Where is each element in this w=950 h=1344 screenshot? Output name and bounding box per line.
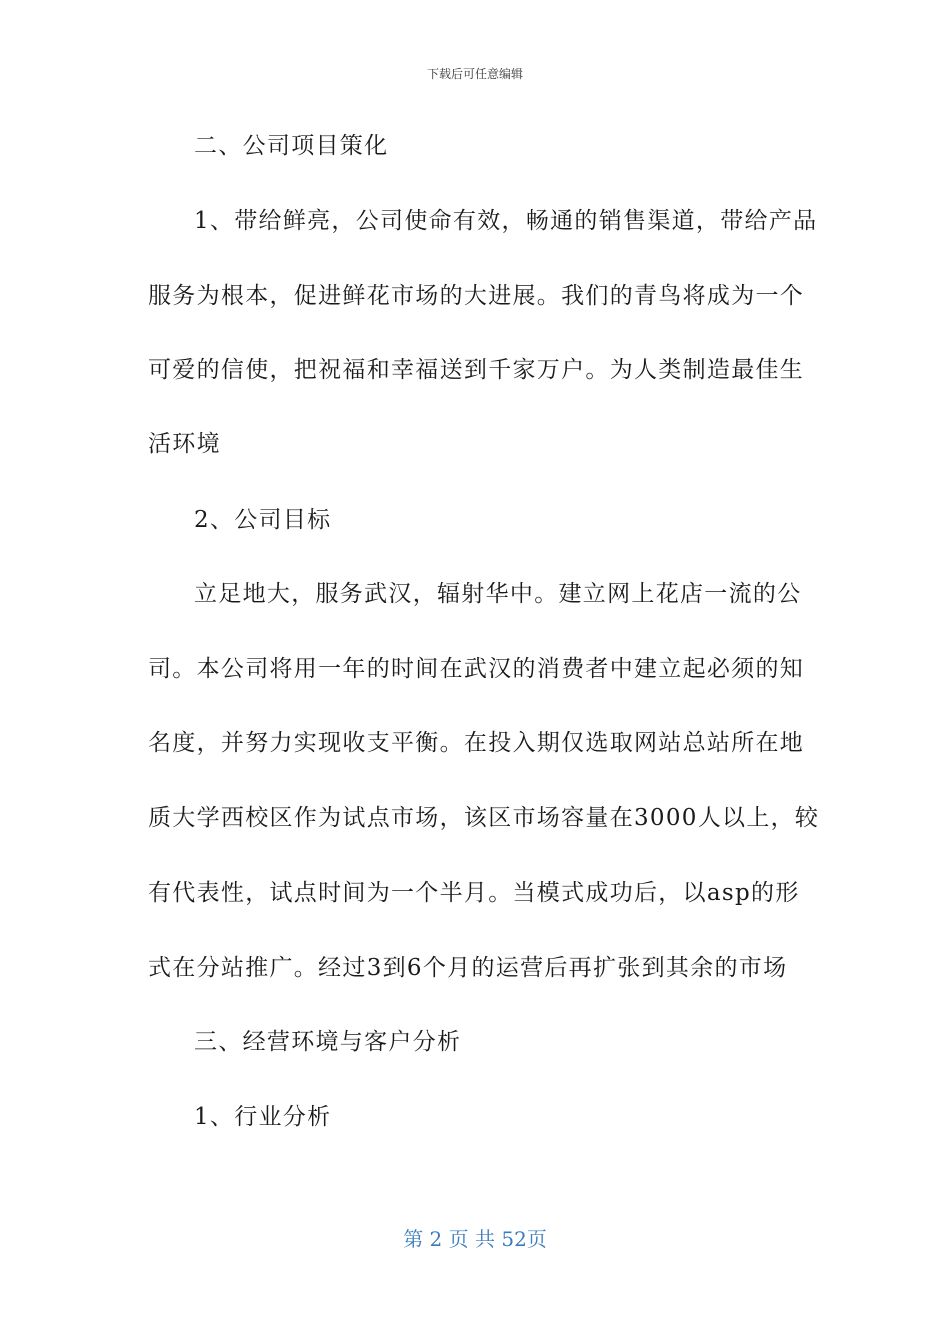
- paragraph-line: 司。本公司将用一年的时间在武汉的消费者中建立起必须的知: [148, 656, 805, 682]
- footer-suffix: 页: [526, 1227, 547, 1251]
- page-header: 下载后可任意编辑: [426, 67, 523, 81]
- subsection-heading: 1、行业分析: [194, 1104, 332, 1130]
- paragraph-line: 活环境: [148, 431, 221, 457]
- paragraph-line: 有代表性，试点时间为一个半月。当模式成功后，以asp的形: [148, 880, 800, 906]
- paragraph-line: 立足地大，服务武汉，辐射华中。建立网上花店一流的公: [194, 581, 802, 607]
- paragraph-line: 名度，并努力实现收支平衡。在投入期仅选取网站总站所在地: [148, 730, 805, 756]
- section-heading: 二、公司项目策化: [194, 133, 389, 159]
- footer-middle: 页 共: [448, 1227, 495, 1251]
- page-footer: [0, 1226, 950, 1252]
- paragraph-line: 质大学西校区作为试点市场，该区市场容量在3000人以上，较: [148, 805, 820, 831]
- footer-page-number: 2: [429, 1227, 443, 1251]
- paragraph-line: 可爱的信使，把祝福和幸福送到千家万户。为人类制造最佳生: [148, 357, 805, 383]
- paragraph-line: 式在分站推广。经过3到6个月的运营后再扩张到其余的市场: [148, 955, 788, 981]
- section-heading: 三、经营环境与客户分析: [194, 1029, 462, 1055]
- footer-total-pages: 52: [501, 1227, 527, 1251]
- subsection-heading: 2、公司目标: [194, 507, 332, 533]
- paragraph-line: 1、带给鲜亮，公司使命有效，畅通的销售渠道，带给产品: [194, 208, 818, 234]
- paragraph-line: 服务为根本，促进鲜花市场的大进展。我们的青鸟将成为一个: [148, 283, 805, 309]
- footer-prefix: 第: [403, 1227, 424, 1251]
